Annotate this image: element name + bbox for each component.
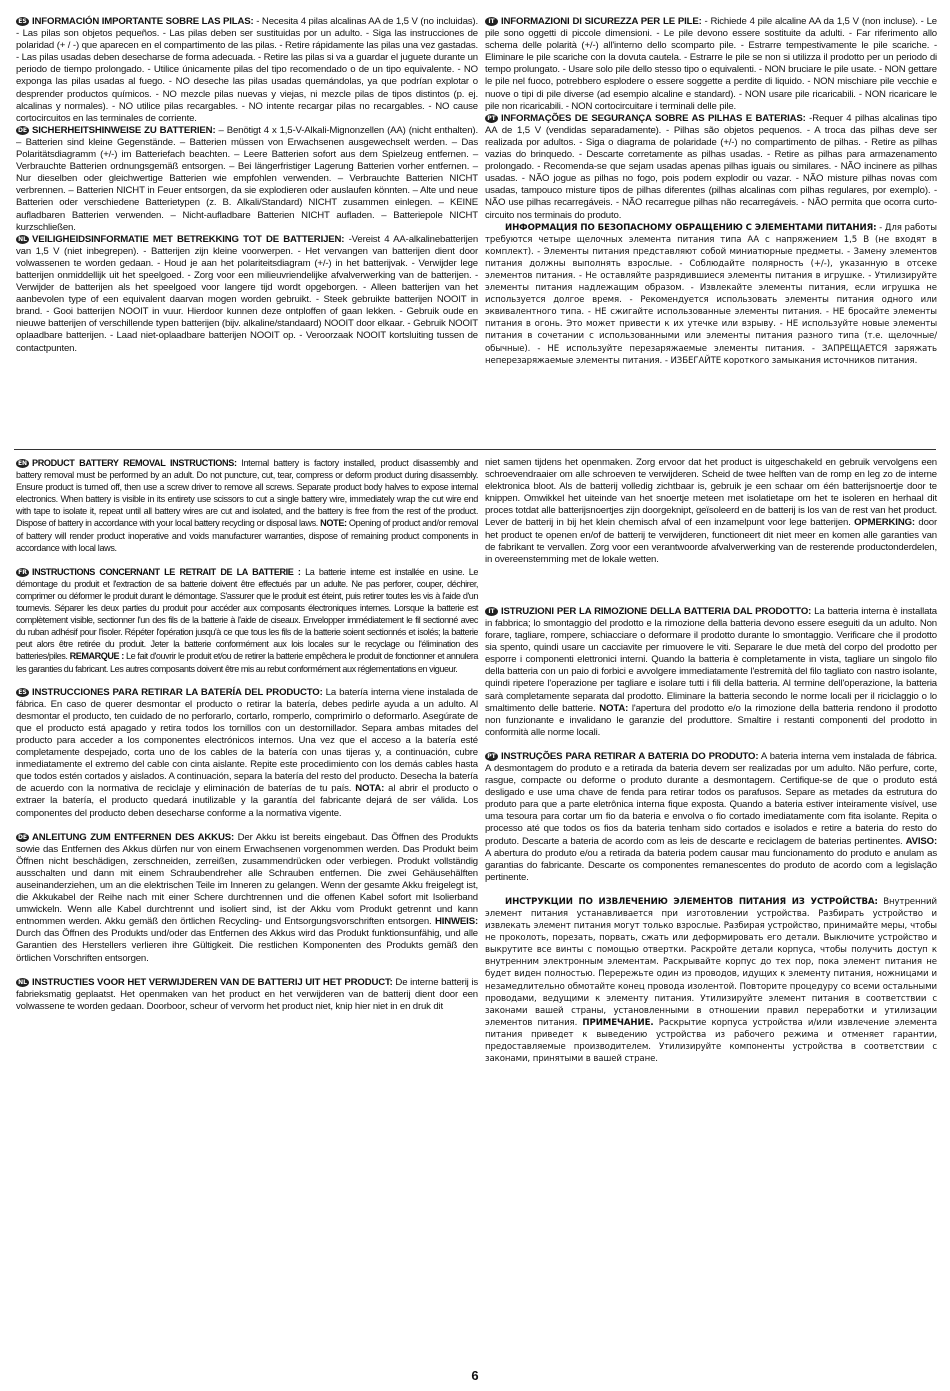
section-text: Der Akku ist bereits eingebaut. Das Öffnen des Produkts sowie das Entfernen des Akkus dürfen nur von einem Erwachsenen vorgenommen werden. Das Produkt beim Öffnen nicht beschädigen, zerschneiden, zerreißen, zusammendrücken oder verbiegen. Produkt vollständig ausschalten und dann mit einem Schraubendreher alle Schrauben entfernen. Die zwei Gehäusehälften auseinanderziehen, um an die elektrischen Teile im Inneren zu gelangen. Wenn der gesamte Akku freigelegt ist, die Akkukabel der Reihe nach mit einer Schere durchtrennen und die offenen Kabel sofort mit Isolierband umwickeln. Wenn alle Kabel durchtrennt und isoliert sind, ist der Akku vom Produkt getrennt und kann entnommen werden. Akku gemäß den örtlichen Recycling- und Entsorgungsvorschriften entsorgen. (16, 831, 478, 928)
language-badge-de: DE (17, 833, 28, 841)
section-title: ИНСТРУКЦИИ ПО ИЗВЛЕЧЕНИЮ ЭЛЕМЕНТОВ ПИТАНИЯ ИЗ УСТРОЙСТВА: (505, 896, 878, 907)
section-title: INSTRUCTIONS CONCERNANT LE RETRAIT DE LA BATTERIE : (32, 566, 301, 577)
note-text: door het product te openen en/of de batterij te verwijderen, functioneert dit niet meer en komen alle garanties van de fabrikant te vervallen. Zorg voor een verantwoorde afvalverwerking van de resterende productonderdelen, in overeenstemming met de lokale wetten. (485, 517, 937, 565)
language-badge-it: IT (485, 607, 498, 616)
language-badge-pt: PT (485, 752, 498, 761)
section-text: Внутренний элемент питания устанавливается при изготовлении устройства. Разбирать устройство и извлекать элемент питания могут только взрослые. Разбирая устройство, принимайте меры, чтобы не проколоть, порезать, порвать, сжать или деформировать его детали. Выключите устройство и выкрутите все винты с помощью отвертки. Раскройте детали корпуса, чтобы получить доступ к внутренним электронным элементам. Раскрывайте корпус до тех пор, пока элемент питания не будет виден полностью. Перережьте один из проводов, идущих к элементу питания, ножницами и незамедлительно обмотайте конец провода изолентой. Повторите процедуру со всеми остальными проводами, ведущими к элементу питания. Утилизируйте элемент питания в соответствии с законами вашей страны, установленными в отношении правил переработки и утилизации элементов питания. (485, 896, 938, 1028)
section-title: INSTRUCTIES VOOR HET VERWIJDEREN VAN DE BATTERIJ UIT HET PRODUCT: (32, 976, 393, 988)
section-title: INFORMAÇÕES DE SEGURANÇA SOBRE AS PILHAS E BATERIAS: (501, 112, 806, 124)
section-title: INFORMACIÓN IMPORTANTE SOBRE LAS PILAS: (32, 16, 254, 27)
note-text: Opening of product and/or removal of battery will render product inoperative and voids manufacturer warranties, dispose of remaining product components in accordance with local laws. (16, 518, 478, 553)
language-badge-de: DE (17, 126, 28, 134)
battery-removal-nl (16, 977, 478, 1013)
bottom-right-column (485, 457, 937, 1077)
note-label: NOTE: (320, 518, 347, 529)
top-right-column (485, 16, 937, 367)
section-text: -Vereist 4 AA-alkalinebatterijen van 1,5 V (niet inbegrepen). - Batterijen zijn kleine voorwerpen. - Het vervangen van batterijen dient door volwassenen te worden gedaan. - Houd je aan het polariteitsdiagram (+/-) in het batterijvak. - Verwijder lege batterijen onmiddellijk uit het speelgoed. - Zorg voor een milieuvriendelijke afvalverwerking van de batterijen. - Verwijder de batterijen als het speelgoed voor langere tijd wordt opgeborgen. - Alleen batterijen van het aanbevolen type of een equivalent daarvan mogen worden gebruikt. - Steek gebruikte batterijen NOOIT in brand. - Gooi batterijen NOOIT in vuur. Hierdoor kunnen deze ontploffen of gaan lekken. - Gebruik oude en nieuwe batterijen of verschillende typen batterijen (bijv. alkaline/standaard) NOOIT door elkaar. - Gebruik NOOIT oplaadbare batterijen. - Laad niet-oplaadbare batterijen NOOIT op. - Veroorzaak NOOIT kortsluiting tussen de contactpunten. (16, 233, 479, 354)
section-title: INFORMAZIONI DI SICUREZZA PER LE PILE: (501, 16, 702, 27)
section-title: PRODUCT BATTERY REMOVAL INSTRUCTIONS: (32, 458, 237, 468)
section-divider (14, 449, 936, 450)
section-title: VEILIGHEIDSINFORMATIE MET BETREKKING TOT DE BATTERIJEN: (32, 233, 345, 245)
section-title: ISTRUZIONI PER LA RIMOZIONE DELLA BATTERIA DAL PRODOTTO: (501, 605, 812, 617)
section-text: La batería interna viene instalada de fábrica. En caso de querer desmontar el producto o retirar la batería, debes pedirle ayuda a un adulto. Al desmontar el producto, ten cuidado de no perforarlo, cortarlo, romperlo, comprimirlo o deformarlo. Asegúrate de que el producto está apagado y retira todos los tornillos con un destornillador. Separa ambas mitades del producto para acceder a los componentes electrónicos internos. Una vez que el acceso a la batería esté completamente despejado, corta uno de los cables de la batería con unas tijeras y, a continuación, cubre inmediatamente el extremo del cable con cinta aislante. Repite este procedimiento con los demás cables hasta que todos estén cortados y aislados. A continuación, separa la batería del resto del producto. Desecha la batería de acuerdo con la normativa de reciclaje y eliminación de baterías de tu país. (16, 686, 478, 795)
note-text: Le fait d'ouvrir le produit et/ou de retirer la batterie empêchera le produit de fonctionner et annulera les garanties du fabricant. Les autres composants doivent être mis au rebut conformément aux réglementations en vigueur. (16, 651, 478, 674)
battery-safety-de (16, 125, 478, 234)
section-title: INSTRUÇÕES PARA RETIRAR A BATERIA DO PRODUTO: (501, 750, 759, 762)
section-text: - Necesita 4 pilas alcalinas AA de 1,5 V (no incluidas). - Las pilas son objetos pequeños. - Las pilas deben ser sustituidas por un adulto. - Siga las instrucciones de polaridad (+ / -) que aparecen en el compartimento de las pilas. - Retire rápidamente las pilas una vez gastadas. - Las pilas usadas deben desecharse de forma adecuada. - Retire las pilas si va a guardar el juguete durante un periodo de tiempo prolongado. - Utilice únicamente pilas del tipo recomendado o de un tipo equivalente. - NO exponga las pilas usadas al fuego. - NO deseche las pilas usadas quemándolas, ya que podrían explotar o desprender productos químicos. - NO mezcle pilas nuevas y viejas, ni mezcle pilas de tipos distintos (p. ej. alcalinas y normales). - NO utilice pilas recargables. - NO intente recargar pilas no recargables. - NO cause cortocircuitos en las terminales de corriente. (16, 16, 478, 124)
note-label: REMARQUE : (69, 651, 124, 662)
section-title: SICHERHEITSHINWEISE ZU BATTERIEN: (32, 124, 216, 136)
language-badge-it: IT (485, 17, 498, 26)
battery-safety-nl (16, 234, 478, 355)
section-text: – Benötigt 4 x 1,5-V-Alkali-Mignonzellen (AA) (nicht enthalten). – Batterien sind kleine Gegenstände. – Batterien müssen von Erwachsenen ausgewechselt werden. – Das Polaritätsdiagramm (+/-) im Batteriefach beachten. – Leere Batterien sofort aus dem Spielzeug entfernen. – Verbrauchte Batterien ordnungsgemäß entsorgen. – Bei längerfristiger Lagerung Batterien vorher entfernen. – Nur dieselben oder gleichwertige Batterien wie empfohlen verwenden. – Verbrauchte Batterien NICHT verbrennen. – Batterien NICHT in Feuer entsorgen, da sie explodieren oder auslaufen könnten. – Alte und neue Batterien oder verschiedene Batterietypen (z. B. Alkali/Standard) NICHT zusammen einlegen. – KEINE aufladbaren Batterien verwenden. – Nicht-aufladbare Batterien NICHT aufladen. – Batteriepole NICHT kurzschließen. (16, 124, 478, 233)
battery-safety-pt (485, 113, 937, 222)
battery-removal-nl-continued (485, 457, 937, 566)
note-text: Durch das Öffnen des Produkts und/oder das Entfernen des Akkus wird das Produkt funktionsunfähig, und alle Garantien des Herstellers verlieren ihre Gültigkeit. Die restlichen Komponenten des Produkts gemäß den örtlichen Vorschriften entsorgen. (16, 928, 478, 964)
battery-removal-de (16, 832, 478, 965)
note-text: al abrir el producto o extraer la batería, el producto quedará inutilizable y la garantía del fabricante dejará de ser válida. Los componentes del producto deben desecharse conforme a la normativa vigente. (16, 783, 478, 819)
language-badge-nl: NL (16, 235, 29, 244)
bottom-left-column (16, 457, 478, 1025)
note-text: A abertura do produto e/ou a retirada da bateria podem causar mau funcionamento do produto e anulam as garantias do fabricante. Descarte os componentes remanescentes do produto de acordo com a legislação pertinente. (485, 847, 937, 883)
battery-removal-en (16, 457, 478, 554)
language-badge-pt: PT (485, 114, 498, 123)
language-badge-fr: FR (16, 568, 29, 577)
section-text: De interne batterij is fabrieksmatig geplaatst. Het openmaken van het product en het verwijderen van de batterij dient door een volwassene te worden gedaan. Doorboor, scheur of vervorm het product niet, knip hier niet in en druk dit (16, 976, 478, 1012)
battery-safety-it (485, 16, 937, 113)
battery-removal-ru (485, 896, 937, 1065)
page-number: 6 (471, 1368, 479, 1383)
note-label: OPMERKING: (854, 517, 915, 529)
note-label: NOTA: (599, 702, 629, 714)
language-badge-nl: NL (16, 978, 29, 987)
battery-removal-es (16, 687, 478, 820)
section-title: INSTRUCCIONES PARA RETIRAR LA BATERÍA DEL PRODUCTO: (32, 686, 323, 698)
battery-removal-fr (16, 566, 478, 675)
section-text: -Requer 4 pilhas alcalinas tipo AA de 1,5 V (vendidas separadamente). - Pilhas são objetos pequenos. - A troca das pilhas deve ser realizada por adultos. - Siga o diagrama de polaridade (+/-) no compartimento de pilhas. - Retire as pilhas vazias do brinquedo. - Descarte corretamente as pilhas usadas. - Retire as pilhas para armazenamento prolongado. - Recomenda-se que sejam usadas apenas pilhas iguais ou similares. - NÃO incinere as pilhas usadas. - NÃO jogue as pilhas no fogo, pois podem explodir ou vazar. - NÃO misture pilhas novas com usadas, tampouco misture tipos de pilhas diferentes (pilhas alcalinas com pilhas regulares, por exemplo). - NÃO use pilhas recarregáveis. - NÃO recarregue pilhas não recarregáveis. - NÃO permita que ocorra curto-circuito nos terminais do produto. (485, 112, 937, 221)
language-badge-es: ES (16, 688, 29, 697)
battery-safety-es (16, 16, 478, 125)
battery-removal-pt (485, 751, 937, 884)
note-label: NOTA: (355, 783, 385, 795)
section-text: La batterie interne est installée en usine. Le démontage du produit et l'extraction de sa batterie doivent être effectués par un adulte. Ne pas perforer, couper, déchirer, comprimer ou déformer le produit durant le démontage. S'assurer que le produit est éteint, puis retirer toutes les vis à l'aide d'un tournevis. Séparer les deux parties du produit pour accéder aux composants électroniques internes. Lorsque la batterie est complètement visible, sectionner l'un des fils de la batterie à l'aide de ciseaux. Envelopper immédiatement le fil sectionné avec du ruban adhésif pour l'isoler. Répéter l'opération jusqu'à ce que tous les fils de la batterie soient sectionnés et isolés; la batterie peut alors être retirée du produit. Jeter la batterie conformément aux lois locales sur le recyclage ou l'élimination des batteries/piles. (16, 566, 478, 662)
note-label: ПРИМЕЧАНИЕ. (582, 1017, 654, 1028)
note-label: HINWEIS: (434, 916, 478, 928)
section-text: A bateria interna vem instalada de fábrica. A desmontagem do produto e a retirada da bateria devem ser realizadas por um adulto. Não perfure, corte, rasgue, compacte ou deforme o produto durante a desmontagem. Certifique-se de que o produto está desligado e use uma chave de fenda para retirar todos os parafusos. Separe as metades da estrutura do produto para que a parte eletrônica interna fique exposta. Quando a bateria estiver inteiramente visível, use uma tesoura para cortar um fio da bateria e envolva o fio cortado imediatamente com fita isolante. Repita o processo até que todos os fios da bateria tenham sido cortados e isolados e retire a bateria do resto do produto. Descarte a bateria de acordo com as leis de descarte e reciclagem de baterias pertinentes. (485, 750, 937, 847)
section-text: - Richiede 4 pile alcaline AA da 1,5 V (non incluse). - Le pile sono oggetti di piccole dimensioni. - Le pile devono essere sostituite da adulti. - Far riferimento allo schema delle polarità (+/-) all'interno dello scomparto pile. - Estrarre tempestivamente le pile scariche. - Eliminare le pile scariche con la dovuta cautela. - Estrarre le pile se non si utilizza il prodotto per un periodo di tempo prolungato. - Usare solo pile dello stesso tipo o equivalenti. - NON bruciare le pile usate. - NON gettare le pile nel fuoco, potrebbero esplodere o essere soggette a perdite di liquido. - NON mischiare pile vecchie e nuove o tipi di pile diverse (ad esempio alcaline e standard). - NON usare pile ricaricabili. - NON ricaricare le pile non ricaricabili. - NON cortocircuitare i terminali delle pile. (485, 16, 937, 112)
language-badge-en: EN (17, 460, 28, 467)
section-title: ANLEITUNG ZUM ENTFERNEN DES AKKUS: (32, 831, 235, 843)
note-text: l'apertura del prodotto e/o la rimozione della batteria rendono il prodotto non funzionante e invalidano le garanzie del produttore. Smaltire i restanti componenti del prodotto in conformità alle norme locali. (485, 702, 937, 738)
note-text: Раскрытие корпуса устройства и/или извлечение элемента питания приведет к выведению устройства из рабочего режима и отменяет гарантии, предоставляемые производителем. Утилизируйте компоненты устройства в соответствии с законами, принятыми в вашей стране. (485, 1017, 938, 1065)
language-badge-es: ES (16, 17, 29, 26)
section-title: ИНФОРМАЦИЯ ПО БЕЗОПАСНОМУ ОБРАЩЕНИЮ С ЭЛЕМЕНТАМИ ПИТАНИЯ: (505, 222, 877, 233)
note-label: AVISO: (905, 835, 937, 847)
section-text: La batteria interna è installata in fabbrica; lo smontaggio del prodotto e la rimozione della batteria devono essere eseguiti da un adulto. Non forare, tagliare, rompere, schiacciare o deformare il prodotto durante lo smontaggio. Verificare che il prodotto sia spento, quindi usare un cacciavite per rimuovere le viti. Separare le due metà del corpo del prodotto per esporre i componenti elettronici interni. Quando la batteria è completamente in vista, tagliare un singolo filo della batteria con un paio di forbici e avvolgere immediatamente l'estremità del filo tagliato con nastro isolante, quindi ripetere l'operazione per tagliare e isolare tutti i fili della batteria. Al termine dell'operazione, la batteria sarà completamente separata dal prodotto. Eliminare la batteria secondo le norme locali per il riciclaggio o lo smaltimento delle batterie. (485, 605, 937, 714)
section-text: Internal battery is factory installed, product disassembly and battery removal must be performed by an adult. Do not puncture, cut, tear, compress or deform product during disassembly. Ensure product is turned off, then use a screw driver to remove all screws. Separate product body halves to expose internal electronics. When battery is visible in its entirety use scissors to cut a single battery wire, immediately wrap the cut wire end with tape to isolate it, repeat until all battery wires are cut and isolated, and the battery is free from the rest of the product. Dispose of battery in accordance with your local battery recycling or disposal laws. (16, 458, 478, 529)
battery-removal-it (485, 606, 937, 739)
section-text: - Для работы требуются четыре щелочных элемента питания типа АА с напряжением 1,5 В (не входят в комплект). - Элементы питания представляют собой миниатюрные предметы. - Замену элементов питания должны выполнять взрослые. - Соблюдайте полярность (+/-), указанную в отсеке элементов питания. - Не оставляйте разрядившиеся элементы питания в игрушке. - Утилизируйте элементы питания надлежащим образом. - Извлекайте элементы питания, если игрушка не используется долгое время. - Рекомендуется использовать элементы питания одного или эквивалентного типа. - НЕ сжигайте использованные элементы питания. - НЕ бросайте элементы питания в огонь. Это может привести к их утечке или взрыву. - НЕ используйте новые элементы питания в сочетании с использованными или элементы питания разного типа (т.е. щелочные/обычные). - НЕ используйте перезаряжаемые элементы питания. - ЗАПРЕЩАЕТСЯ заряжать неперезаряжаемые элементы питания. - ИЗБЕГАЙТЕ короткого замыкания источников питания. (485, 222, 937, 366)
battery-safety-ru (485, 222, 937, 367)
section-text: niet samen tijdens het openmaken. Zorg ervoor dat het product is uitgeschakeld en gebruik vervolgens een schroevendraaier om alle schroeven te verwijderen. Scheid de twee helften van de romp en leg zo de interne elektronica bloot. Als de batterij volledig zichtbaar is, gebruik je een schaar om één batterijsnoertje door te knippen. Omwikkel het uiteinde van het snoertje meteen met isolatietape om het te isoleren en herhaal dit proces totdat alle batterijsnoertjes zijn doorgeknipt, geïsoleerd en de batterij is los van de rest van het product. Lever de batterij in bij het klein chemisch afval of een inzamelpunt voor lege batterijen. (485, 457, 937, 529)
top-left-column (16, 16, 478, 355)
